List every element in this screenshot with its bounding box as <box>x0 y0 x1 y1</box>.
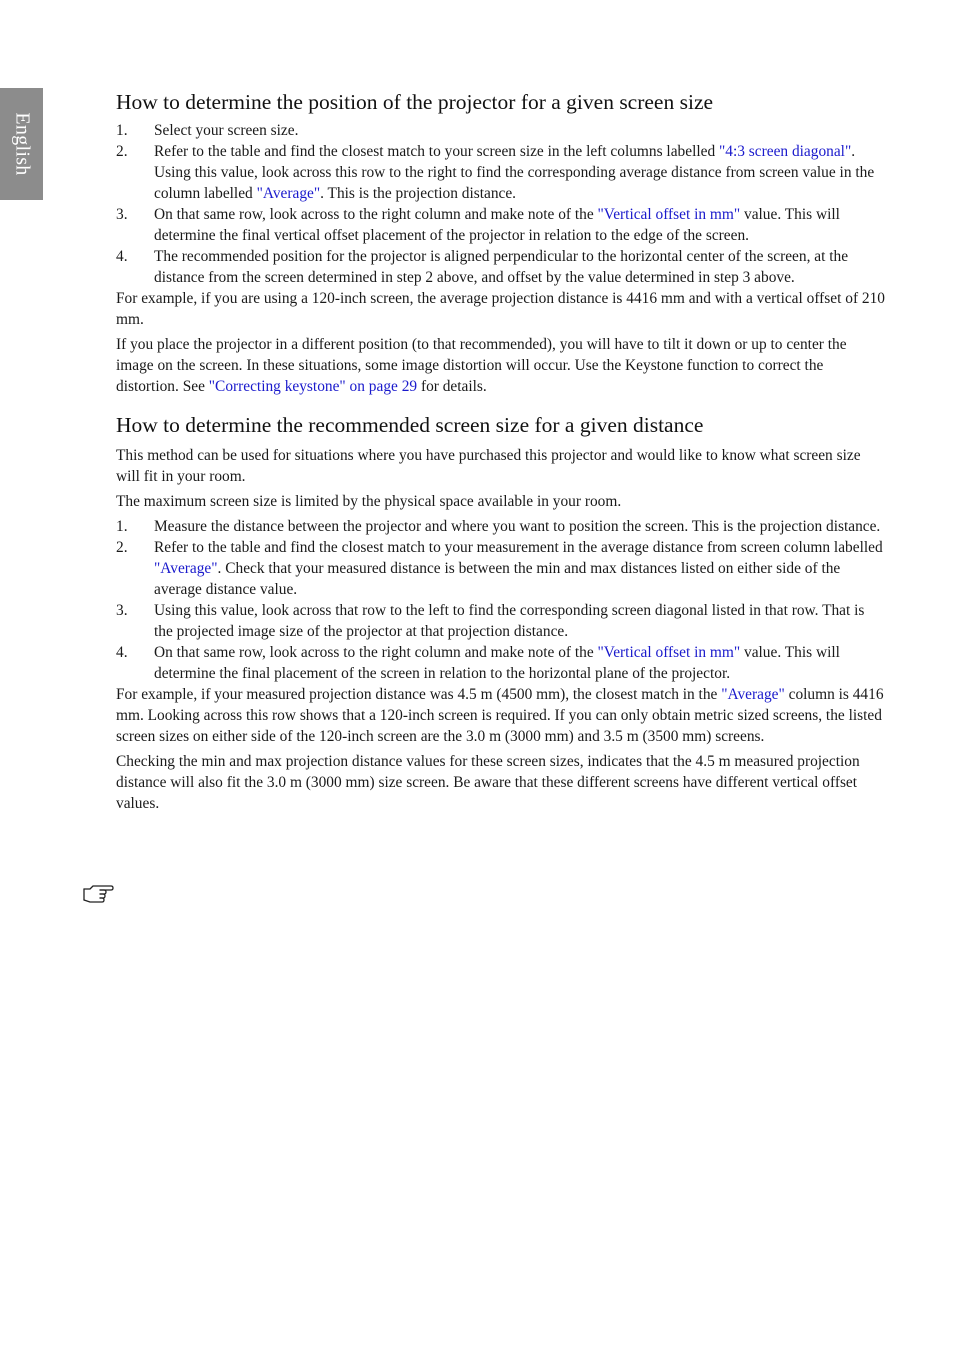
step-text: . Check that your measured distance is between the min and max distances listed on either side of the average distance value. <box>154 560 841 598</box>
step-text: Refer to the table and find the closest match to your measurement in the average distance from screen column labelled <box>154 539 883 556</box>
step-number: 1. <box>116 122 128 139</box>
step-text: . Using this value, look across this row to the right to find the corresponding average distance from screen value in the column labelled <box>154 143 875 202</box>
step-number: 1. <box>116 518 128 535</box>
step-number: 2. <box>116 143 128 160</box>
list-item <box>116 516 886 537</box>
step-number: 4. <box>116 248 128 265</box>
step-text: Using this value, look across that row to the left to find the corresponding screen diagonal listed in that row. That is the projected image size of the projector at that projection distance. <box>154 602 865 640</box>
screen-diagonal-link[interactable]: "4:3 screen diagonal" <box>719 143 852 160</box>
list-item <box>116 246 886 288</box>
step-text: value. This will determine the final vertical offset placement of the projector in relation to the edge of the screen. <box>154 206 840 244</box>
section2-intro: This method can be used for situations where you have purchased this projector and would like to know what screen size will fit in your room. <box>116 447 861 485</box>
vertical-offset-link[interactable]: "Vertical offset in mm" <box>597 206 741 223</box>
average-link[interactable]: "Average" <box>256 185 321 202</box>
average-link[interactable]: "Average" <box>154 560 218 577</box>
step-text: Refer to the table and find the closest match to your screen size in the left columns labelled <box>154 143 719 160</box>
list-item <box>116 141 886 204</box>
step-text: Measure the distance between the projector and where you want to position the screen. This is the projection distance. <box>154 518 881 535</box>
section2-checking: Checking the min and max projection distance values for these screen sizes, indicates that the 4.5 m measured projection distance will also fit the 3.0 m (3000 mm) size screen. Be aware that these different screens have different vertical offset values. <box>116 753 860 812</box>
section2-heading: How to determine the recommended screen size for a given distance <box>116 413 704 437</box>
vertical-offset-link[interactable]: "Vertical offset in mm" <box>597 644 741 661</box>
step-text: value. This will determine the final placement of the screen in relation to the horizontal plane of the projector. <box>154 644 840 682</box>
section2-steps <box>116 516 886 684</box>
pointing-hand-icon <box>82 883 114 910</box>
main-content <box>116 88 886 818</box>
correcting-keystone-link[interactable]: "Correcting keystone" on page 29 <box>208 378 418 395</box>
step-number: 3. <box>116 602 128 619</box>
section1-steps <box>116 120 886 288</box>
step-number: 4. <box>116 644 128 661</box>
step-text: . This is the projection distance. <box>320 185 517 202</box>
language-tab-label: English <box>11 112 33 176</box>
section1-example: For example, if you are using a 120-inch screen, the average projection distance is 4416 mm and with a vertical offset of 210 mm. <box>116 290 886 328</box>
average-link[interactable]: "Average" <box>721 686 785 703</box>
language-tab <box>0 88 43 200</box>
section2-example: For example, if your measured projection distance was 4.5 m (4500 mm), the closest match in the "Average" column is 4416 mm. Looking across this row shows that a 120-inch screen is required. If you can only obtain metric sized screens, the listed screen sizes on either side of the 120-inch screen are the 3.0 m (3000 mm) and 3.5 m (3500 mm) screens. <box>116 686 884 745</box>
section1-heading: How to determine the position of the projector for a given screen size <box>116 90 714 114</box>
list-item <box>116 600 886 642</box>
step-text: The recommended position for the projector is aligned perpendicular to the horizontal center of the screen, at the distance from the screen determined in step 2 above, and offset by the value determined in step 3 above. <box>154 248 849 286</box>
step-text: On that same row, look across to the right column and make note of the <box>154 644 598 661</box>
list-item <box>116 642 886 684</box>
list-item <box>116 204 886 246</box>
list-item <box>116 537 886 600</box>
step-text: Select your screen size. <box>154 122 299 139</box>
step-number: 2. <box>116 539 128 556</box>
section1-tilt-paragraph: If you place the projector in a different position (to that recommended), you will have to tilt it down or up to center the image on the screen. In these situations, some image distortion will occur. Use the Keystone function to correct the distortion. See "Correcting keystone" on page 29 for details. <box>116 336 847 395</box>
section2-intro: The maximum screen size is limited by the physical space available in your room. <box>116 493 622 510</box>
list-item <box>116 120 886 141</box>
step-number: 3. <box>116 206 128 223</box>
step-text: On that same row, look across to the right column and make note of the <box>154 206 598 223</box>
